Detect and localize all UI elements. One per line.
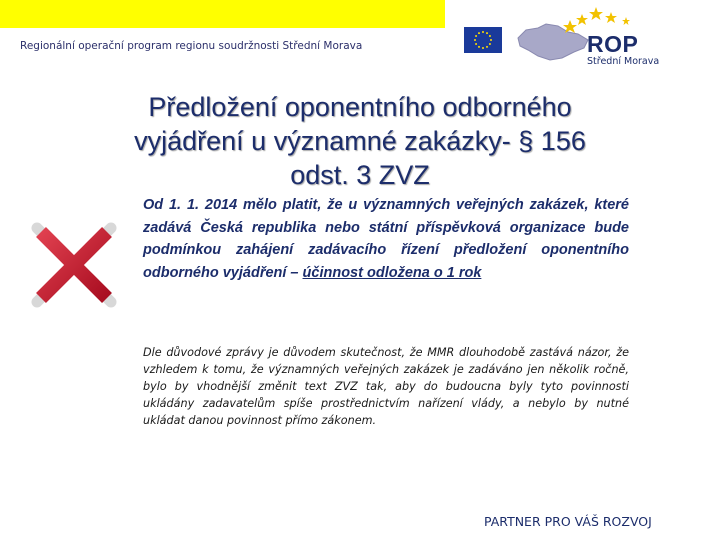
title-line: odst. 3 ZVZ: [290, 160, 430, 190]
yellow-header-bar: [0, 0, 445, 28]
eu-star-icon: [486, 32, 488, 34]
eu-star-icon: [478, 46, 480, 48]
rop-logo-title: ROP: [587, 31, 639, 57]
eu-star-icon: [478, 32, 480, 34]
title-line: Předložení oponentního odborného: [148, 92, 572, 122]
eu-star-icon: [489, 35, 491, 37]
eu-star-icon: [489, 43, 491, 45]
main-statement: [143, 194, 629, 284]
eu-star-icon: [490, 39, 492, 41]
eu-star-icon: [475, 35, 477, 37]
footer-tagline: PARTNER PRO VÁŠ ROZVOJ: [484, 514, 652, 529]
main-statement-text: Od 1. 1. 2014 mělo platit, že u významných veřejných zakázek, které zadává Česká republika nebo státní příspěvková organizace bude podmínkou zahájení zadávacího řízení předložení oponentního odborného vyjádření –: [143, 197, 629, 281]
eu-star-icon: [482, 31, 484, 33]
eu-star-icon: [486, 46, 488, 48]
main-statement-underlined: účinnost odložena o 1 rok: [302, 264, 482, 281]
slide-title: [40, 90, 680, 192]
eu-star-icon: [475, 43, 477, 45]
eu-star-icon: [474, 39, 476, 41]
eu-star-icon: [482, 47, 484, 49]
explanatory-note: Dle důvodové zprávy je důvodem skutečnost, že MMR dlouhodobě zastává názor, že vzhledem k tomu, že významných veřejných zakázek je zadáváno jen několik ročně, bylo by vhodnější změnit text ZVZ tak, aby do budoucna byly tyto povinnosti ukládány zadavatelům spíše prostřednictvím nařízení vlády, a nebylo by nutné ukládat danou povinnost přímo zákonem.: [143, 346, 629, 427]
red-x-icon: [21, 212, 127, 318]
star-icons: [563, 7, 630, 33]
eu-flag-icon: [464, 27, 502, 53]
program-label: Regionální operační program regionu soudržnosti Střední Morava: [20, 40, 363, 52]
rop-logo-subtitle: Střední Morava: [587, 56, 660, 67]
title-line: vyjádření u významné zakázky- § 156: [134, 126, 586, 156]
